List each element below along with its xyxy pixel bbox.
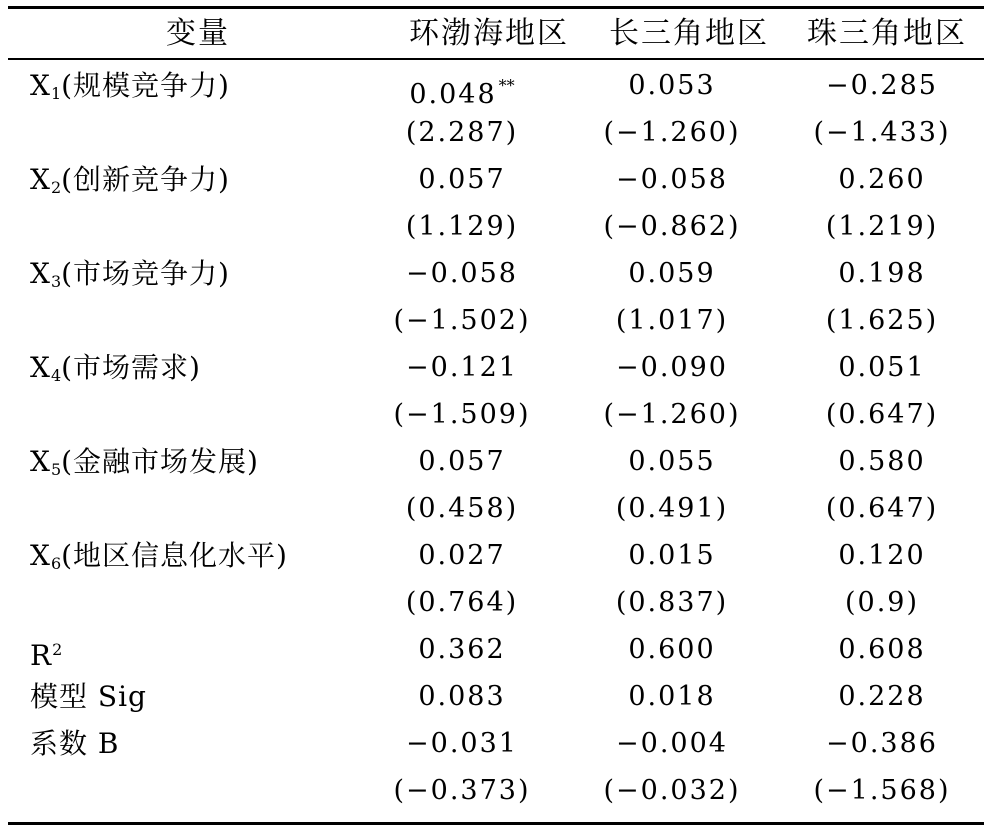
- table-row: [0, 720, 992, 767]
- row-label: 模型 Sig: [30, 680, 147, 713]
- top-rule: [8, 6, 984, 9]
- cell-pearl-delta: 0.608: [838, 634, 926, 665]
- header-bohai: 环渤海地区: [409, 16, 569, 51]
- cell-bohai: 0.048 **: [409, 76, 515, 110]
- table-row: [0, 203, 992, 250]
- row-label: $X_1$(规模竞争力): [30, 69, 230, 103]
- table-row: [0, 156, 992, 203]
- header-pearl-delta: 珠三角地区: [807, 16, 967, 51]
- cell-yangtze-delta: (1.017): [615, 305, 729, 336]
- cell-pearl-delta: (0.647): [825, 399, 939, 430]
- cell-pearl-delta: 0.120: [838, 540, 926, 571]
- cell-yangtze-delta: 0.053: [628, 70, 716, 101]
- cell-bohai: −0.121: [406, 352, 518, 383]
- cell-yangtze-delta: 0.055: [628, 446, 716, 477]
- table-row: [0, 297, 992, 344]
- cell-pearl-delta: 0.051: [838, 352, 926, 383]
- bottom-rule: [8, 822, 984, 825]
- cell-pearl-delta: 0.228: [838, 681, 926, 712]
- cell-pearl-delta: (−1.433): [813, 117, 951, 148]
- cell-pearl-delta: 0.198: [838, 258, 926, 289]
- cell-bohai: (−1.502): [393, 305, 531, 336]
- cell-bohai: −0.058: [406, 258, 518, 289]
- table-row: [0, 532, 992, 579]
- cell-yangtze-delta: (0.837): [615, 587, 729, 618]
- cell-bohai: 0.057: [418, 164, 506, 195]
- cell-yangtze-delta: (−1.260): [603, 399, 741, 430]
- cell-bohai: (0.764): [405, 587, 519, 618]
- table-row: [0, 344, 992, 391]
- table-body: [0, 62, 992, 814]
- row-label: $X_6$(地区信息化水平): [30, 539, 288, 573]
- cell-yangtze-delta: (−0.862): [603, 211, 741, 242]
- table-row: [0, 626, 992, 673]
- cell-bohai: −0.031: [406, 728, 518, 759]
- cell-bohai: (−1.509): [393, 399, 531, 430]
- table-row: [0, 438, 992, 485]
- header-yangtze-delta: 长三角地区: [609, 16, 769, 51]
- row-label: $X_2$(创新竞争力): [30, 163, 230, 197]
- row-label: 系数 B: [30, 727, 120, 760]
- cell-yangtze-delta: 0.600: [628, 634, 716, 665]
- cell-yangtze-delta: −0.004: [616, 728, 728, 759]
- header-rule: [8, 58, 984, 60]
- cell-bohai: 0.027: [418, 540, 506, 571]
- cell-pearl-delta: (−1.568): [813, 775, 951, 806]
- cell-bohai: (0.458): [405, 493, 519, 524]
- table-row: [0, 109, 992, 156]
- table-row: [0, 579, 992, 626]
- table-row: [0, 62, 992, 109]
- cell-yangtze-delta: 0.059: [628, 258, 716, 289]
- cell-pearl-delta: (0.9): [844, 587, 919, 618]
- row-label: $X_5$(金融市场发展): [30, 445, 259, 479]
- cell-bohai: 0.362: [418, 634, 506, 665]
- cell-yangtze-delta: −0.090: [616, 352, 728, 383]
- table-header: [0, 10, 992, 58]
- cell-yangtze-delta: (−0.032): [603, 775, 741, 806]
- row-label: $X_4$(市场需求): [30, 351, 201, 385]
- table-row: [0, 485, 992, 532]
- cell-bohai: 0.083: [418, 681, 506, 712]
- row-label: $X_3$(市场竞争力): [30, 257, 230, 291]
- row-label: $R^2$: [30, 639, 63, 672]
- table-row: [0, 250, 992, 297]
- table-row: [0, 391, 992, 438]
- cell-yangtze-delta: 0.018: [628, 681, 716, 712]
- cell-yangtze-delta: 0.015: [628, 540, 716, 571]
- cell-pearl-delta: (1.219): [825, 211, 939, 242]
- cell-yangtze-delta: −0.058: [616, 164, 728, 195]
- cell-pearl-delta: −0.285: [826, 70, 938, 101]
- significance-mark: **: [498, 76, 515, 95]
- cell-pearl-delta: −0.386: [826, 728, 938, 759]
- cell-pearl-delta: 0.260: [838, 164, 926, 195]
- cell-bohai: (−0.373): [393, 775, 531, 806]
- header-variable: 变量: [166, 16, 230, 51]
- cell-pearl-delta: 0.580: [838, 446, 926, 477]
- cell-bohai: (2.287): [405, 117, 519, 148]
- cell-yangtze-delta: (0.491): [615, 493, 729, 524]
- table-row: [0, 673, 992, 720]
- cell-yangtze-delta: (−1.260): [603, 117, 741, 148]
- table-row: [0, 767, 992, 814]
- cell-bohai: 0.057: [418, 446, 506, 477]
- cell-pearl-delta: (1.625): [825, 305, 939, 336]
- cell-bohai: (1.129): [405, 211, 519, 242]
- cell-pearl-delta: (0.647): [825, 493, 939, 524]
